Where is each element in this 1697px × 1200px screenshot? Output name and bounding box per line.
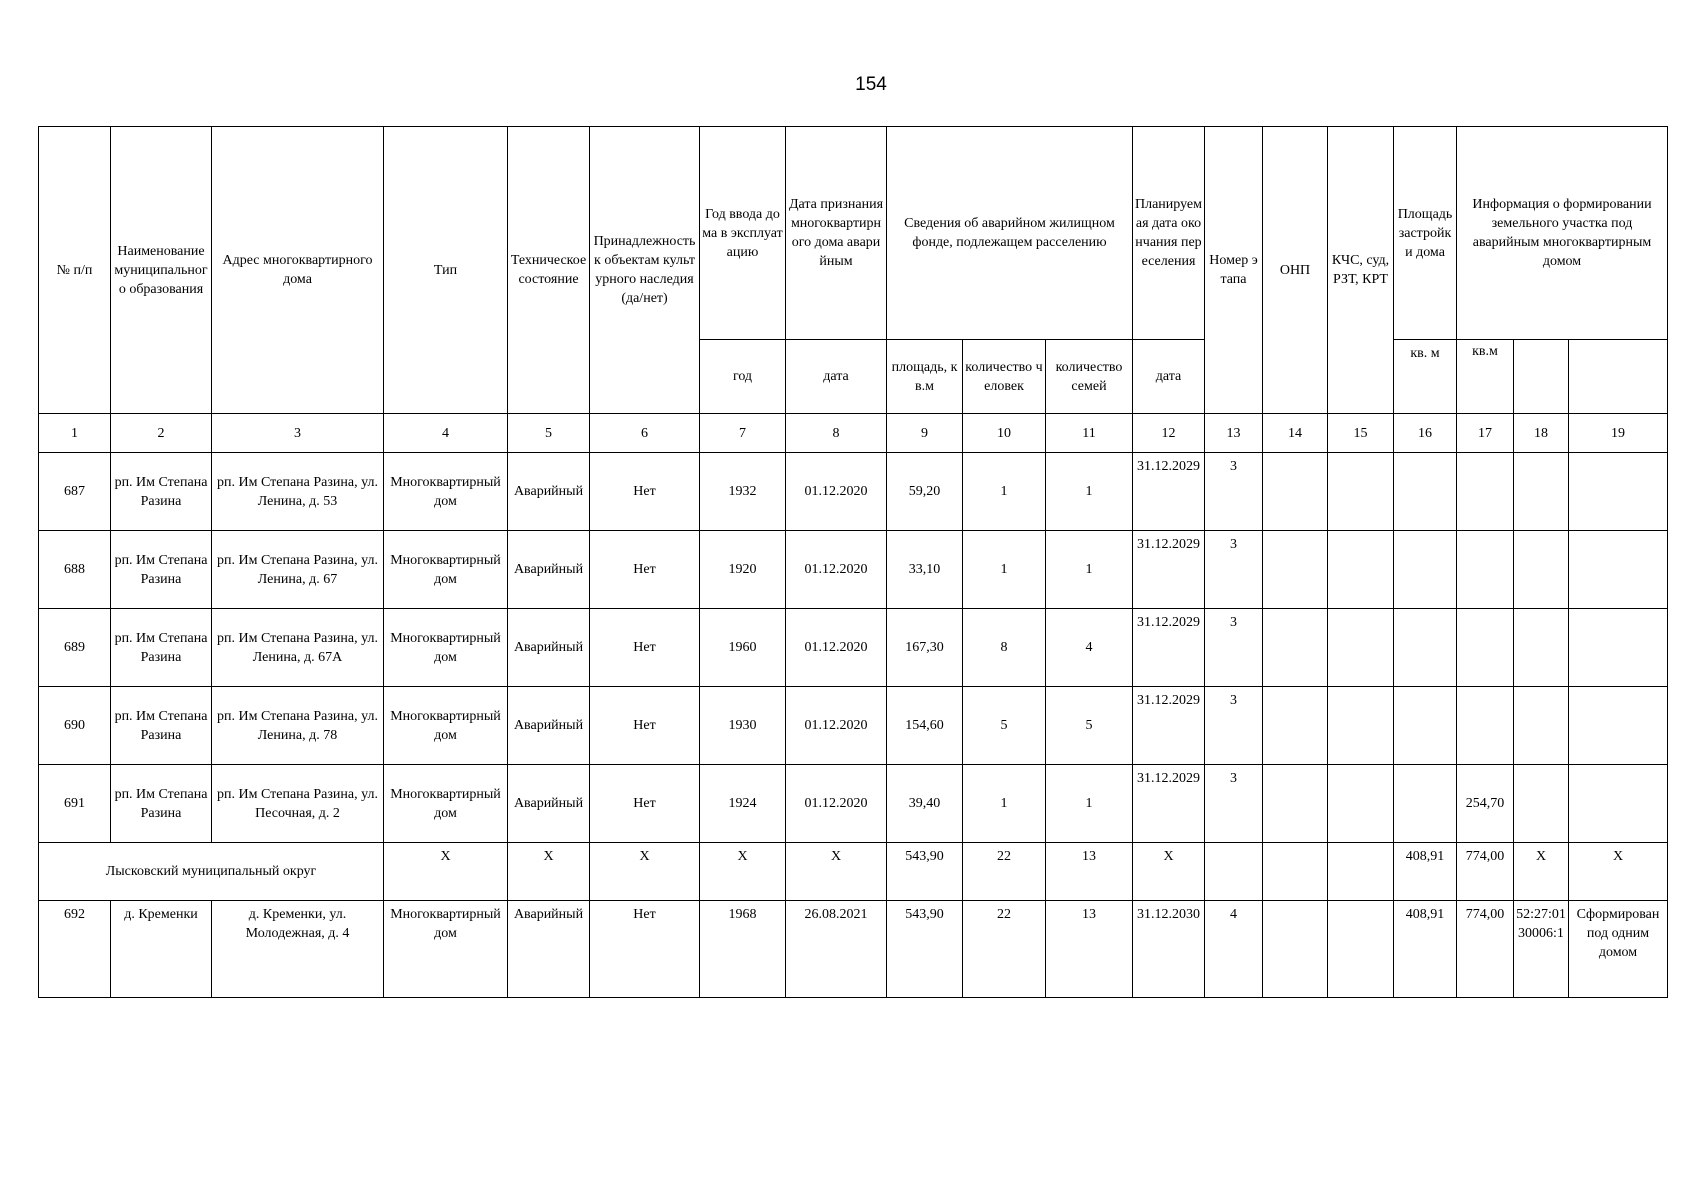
row-state: Аварийный xyxy=(508,687,590,765)
row-date: 01.12.2020 xyxy=(786,687,887,765)
column-number: 1 xyxy=(39,414,111,453)
row-cadastre xyxy=(1514,531,1569,609)
total-kchs xyxy=(1328,843,1394,901)
row-year: 1924 xyxy=(700,765,786,843)
row-type: Многоквартирный дом xyxy=(384,453,508,531)
row-state: Аварийный xyxy=(508,901,590,998)
column-number: 3 xyxy=(212,414,384,453)
row-number: 687 xyxy=(39,453,111,531)
column-number: 12 xyxy=(1133,414,1205,453)
table-row xyxy=(39,687,1668,765)
row-municipality: рп. Им Степана Разина xyxy=(111,453,212,531)
row-people: 8 xyxy=(963,609,1046,687)
row-date: 01.12.2020 xyxy=(786,453,887,531)
row-state: Аварийный xyxy=(508,453,590,531)
table-row xyxy=(39,531,1668,609)
row-address: рп. Им Степана Разина, ул. Ленина, д. 67А xyxy=(212,609,384,687)
row-building-area xyxy=(1394,687,1457,765)
row-number: 688 xyxy=(39,531,111,609)
row-people: 5 xyxy=(963,687,1046,765)
row-families: 5 xyxy=(1046,687,1133,765)
total-stage xyxy=(1205,843,1263,901)
row-land-character xyxy=(1569,453,1668,531)
total-building-area: 408,91 xyxy=(1394,843,1457,901)
row-heritage: Нет xyxy=(590,687,700,765)
total-date: X xyxy=(786,843,887,901)
row-address: рп. Им Степана Разина, ул. Ленина, д. 78 xyxy=(212,687,384,765)
row-state: Аварийный xyxy=(508,609,590,687)
row-onp xyxy=(1263,687,1328,765)
total-area: 543,90 xyxy=(887,843,963,901)
header-type: Тип xyxy=(384,127,508,414)
row-number: 692 xyxy=(39,901,111,998)
header-land-character xyxy=(1569,340,1668,414)
row-heritage: Нет xyxy=(590,901,700,998)
row-type: Многоквартирный дом xyxy=(384,687,508,765)
row-municipality: д. Кременки xyxy=(111,901,212,998)
row-families: 1 xyxy=(1046,531,1133,609)
row-cadastre xyxy=(1514,765,1569,843)
column-number: 4 xyxy=(384,414,508,453)
row-kchs xyxy=(1328,901,1394,998)
row-date: 01.12.2020 xyxy=(786,765,887,843)
row-municipality: рп. Им Степана Разина xyxy=(111,531,212,609)
total-year: X xyxy=(700,843,786,901)
row-end-date: 31.12.2029 xyxy=(1133,765,1205,843)
row-year: 1920 xyxy=(700,531,786,609)
table-row xyxy=(39,609,1668,687)
column-number: 2 xyxy=(111,414,212,453)
header-onp: ОНП xyxy=(1263,127,1328,414)
row-address: рп. Им Степана Разина, ул. Ленина, д. 67 xyxy=(212,531,384,609)
total-land-area: 774,00 xyxy=(1457,843,1514,901)
column-number: 6 xyxy=(590,414,700,453)
total-onp xyxy=(1263,843,1328,901)
column-number: 9 xyxy=(887,414,963,453)
row-end-date: 31.12.2029 xyxy=(1133,687,1205,765)
column-number: 10 xyxy=(963,414,1046,453)
row-year: 1932 xyxy=(700,453,786,531)
subheader-families: количество семей xyxy=(1046,340,1133,414)
subheader-year: год xyxy=(700,340,786,414)
row-year: 1930 xyxy=(700,687,786,765)
total-label: Лысковский муниципальный округ xyxy=(39,843,384,901)
header-building-area: Площадь застройки дома xyxy=(1394,127,1457,340)
total-row xyxy=(39,843,1668,901)
row-date: 01.12.2020 xyxy=(786,531,887,609)
row-onp xyxy=(1263,901,1328,998)
row-building-area xyxy=(1394,531,1457,609)
total-land-character: X xyxy=(1569,843,1668,901)
row-stage: 3 xyxy=(1205,453,1263,531)
subheader-area: площадь, кв.м xyxy=(887,340,963,414)
header-row-number: № п/п xyxy=(39,127,111,414)
row-address: рп. Им Степана Разина, ул. Ленина, д. 53 xyxy=(212,453,384,531)
row-heritage: Нет xyxy=(590,453,700,531)
row-state: Аварийный xyxy=(508,531,590,609)
row-stage: 4 xyxy=(1205,901,1263,998)
row-stage: 3 xyxy=(1205,531,1263,609)
row-cadastre xyxy=(1514,453,1569,531)
row-families: 4 xyxy=(1046,609,1133,687)
header-land-plot-info: Информация о формировании земельного участка под аварийным многоквартирным домом xyxy=(1457,127,1668,340)
row-area: 543,90 xyxy=(887,901,963,998)
header-year: Год ввода дома в эксплуатацию xyxy=(700,127,786,340)
row-area: 167,30 xyxy=(887,609,963,687)
column-number: 5 xyxy=(508,414,590,453)
row-cadastre xyxy=(1514,687,1569,765)
total-end-date: X xyxy=(1133,843,1205,901)
row-heritage: Нет xyxy=(590,531,700,609)
row-end-date: 31.12.2029 xyxy=(1133,531,1205,609)
row-land-area xyxy=(1457,453,1514,531)
column-number: 11 xyxy=(1046,414,1133,453)
row-address: д. Кременки, ул. Молодежная, д. 4 xyxy=(212,901,384,998)
subheader-end-date: дата xyxy=(1133,340,1205,414)
row-families: 1 xyxy=(1046,765,1133,843)
emergency-housing-table xyxy=(38,126,1668,998)
row-people: 1 xyxy=(963,453,1046,531)
row-land-character xyxy=(1569,609,1668,687)
column-number: 19 xyxy=(1569,414,1668,453)
header-kchs: КЧС, суд, РЗТ, КРТ xyxy=(1328,127,1394,414)
subheader-land-area-unit: кв.м xyxy=(1472,344,1498,359)
header-recognition-date: Дата признания многоквартирного дома аварийным xyxy=(786,127,887,340)
table-row xyxy=(39,901,1668,998)
column-number: 17 xyxy=(1457,414,1514,453)
row-kchs xyxy=(1328,765,1394,843)
row-cadastre: 52:27:0130006:1 xyxy=(1514,901,1569,998)
header-land-area xyxy=(1457,340,1514,414)
row-area: 59,20 xyxy=(887,453,963,531)
row-stage: 3 xyxy=(1205,765,1263,843)
row-land-area xyxy=(1457,687,1514,765)
row-building-area xyxy=(1394,765,1457,843)
header-heritage: Принадлежность к объектам культурного наследия (да/нет) xyxy=(590,127,700,414)
table-row xyxy=(39,765,1668,843)
header-cadastre xyxy=(1514,340,1569,414)
row-address: рп. Им Степана Разина, ул. Песочная, д. 2 xyxy=(212,765,384,843)
row-type: Многоквартирный дом xyxy=(384,765,508,843)
row-kchs xyxy=(1328,687,1394,765)
header-municipality: Наименование муниципального образования xyxy=(111,127,212,414)
row-area: 154,60 xyxy=(887,687,963,765)
header-stage-number: Номер этапа xyxy=(1205,127,1263,414)
header-address: Адрес многоквартирного дома xyxy=(212,127,384,414)
row-land-area: 774,00 xyxy=(1457,901,1514,998)
page-number: 154 xyxy=(855,74,887,95)
row-number: 690 xyxy=(39,687,111,765)
row-end-date: 31.12.2030 xyxy=(1133,901,1205,998)
row-type: Многоквартирный дом xyxy=(384,901,508,998)
total-cadastre: X xyxy=(1514,843,1569,901)
column-number: 14 xyxy=(1263,414,1328,453)
column-number: 15 xyxy=(1328,414,1394,453)
row-year: 1968 xyxy=(700,901,786,998)
row-date: 26.08.2021 xyxy=(786,901,887,998)
row-kchs xyxy=(1328,531,1394,609)
row-building-area xyxy=(1394,609,1457,687)
subheader-date: дата xyxy=(786,340,887,414)
row-land-character xyxy=(1569,765,1668,843)
row-people: 1 xyxy=(963,531,1046,609)
row-area: 39,40 xyxy=(887,765,963,843)
row-building-area: 408,91 xyxy=(1394,901,1457,998)
row-type: Многоквартирный дом xyxy=(384,531,508,609)
header-emergency-fund: Сведения об аварийном жилищном фонде, подлежащем расселению xyxy=(887,127,1133,340)
table-row xyxy=(39,453,1668,531)
total-heritage: X xyxy=(590,843,700,901)
column-number: 18 xyxy=(1514,414,1569,453)
row-stage: 3 xyxy=(1205,687,1263,765)
row-building-area xyxy=(1394,453,1457,531)
row-kchs xyxy=(1328,453,1394,531)
row-municipality: рп. Им Степана Разина xyxy=(111,609,212,687)
row-onp xyxy=(1263,531,1328,609)
row-kchs xyxy=(1328,609,1394,687)
row-people: 1 xyxy=(963,765,1046,843)
header-row xyxy=(39,127,1668,340)
row-land-character xyxy=(1569,531,1668,609)
row-heritage: Нет xyxy=(590,765,700,843)
total-people: 22 xyxy=(963,843,1046,901)
row-families: 1 xyxy=(1046,453,1133,531)
row-people: 22 xyxy=(963,901,1046,998)
row-end-date: 31.12.2029 xyxy=(1133,609,1205,687)
row-date: 01.12.2020 xyxy=(786,609,887,687)
subheader-people: количество человек xyxy=(963,340,1046,414)
total-type: X xyxy=(384,843,508,901)
row-onp xyxy=(1263,453,1328,531)
row-end-date: 31.12.2029 xyxy=(1133,453,1205,531)
row-heritage: Нет xyxy=(590,609,700,687)
row-onp xyxy=(1263,609,1328,687)
total-families: 13 xyxy=(1046,843,1133,901)
column-number: 7 xyxy=(700,414,786,453)
row-land-area xyxy=(1457,609,1514,687)
header-technical-state: Техническое состояние xyxy=(508,127,590,414)
row-stage: 3 xyxy=(1205,609,1263,687)
row-onp xyxy=(1263,765,1328,843)
row-area: 33,10 xyxy=(887,531,963,609)
row-state: Аварийный xyxy=(508,765,590,843)
row-land-character xyxy=(1569,687,1668,765)
row-type: Многоквартирный дом xyxy=(384,609,508,687)
subheader-building-area-unit: кв. м xyxy=(1394,340,1457,414)
total-state: X xyxy=(508,843,590,901)
column-number: 13 xyxy=(1205,414,1263,453)
row-year: 1960 xyxy=(700,609,786,687)
header-planned-date: Планируемая дата окончания переселения xyxy=(1133,127,1205,340)
column-number-row xyxy=(39,414,1668,453)
row-municipality: рп. Им Степана Разина xyxy=(111,765,212,843)
data-rows xyxy=(39,453,1668,843)
column-number: 8 xyxy=(786,414,887,453)
row-municipality: рп. Им Степана Разина xyxy=(111,687,212,765)
row-number: 691 xyxy=(39,765,111,843)
row-number: 689 xyxy=(39,609,111,687)
row-land-character: Сформирован под одним домом xyxy=(1569,901,1668,998)
row-land-area: 254,70 xyxy=(1457,765,1514,843)
column-number: 16 xyxy=(1394,414,1457,453)
row-land-area xyxy=(1457,531,1514,609)
row-families: 13 xyxy=(1046,901,1133,998)
row-cadastre xyxy=(1514,609,1569,687)
